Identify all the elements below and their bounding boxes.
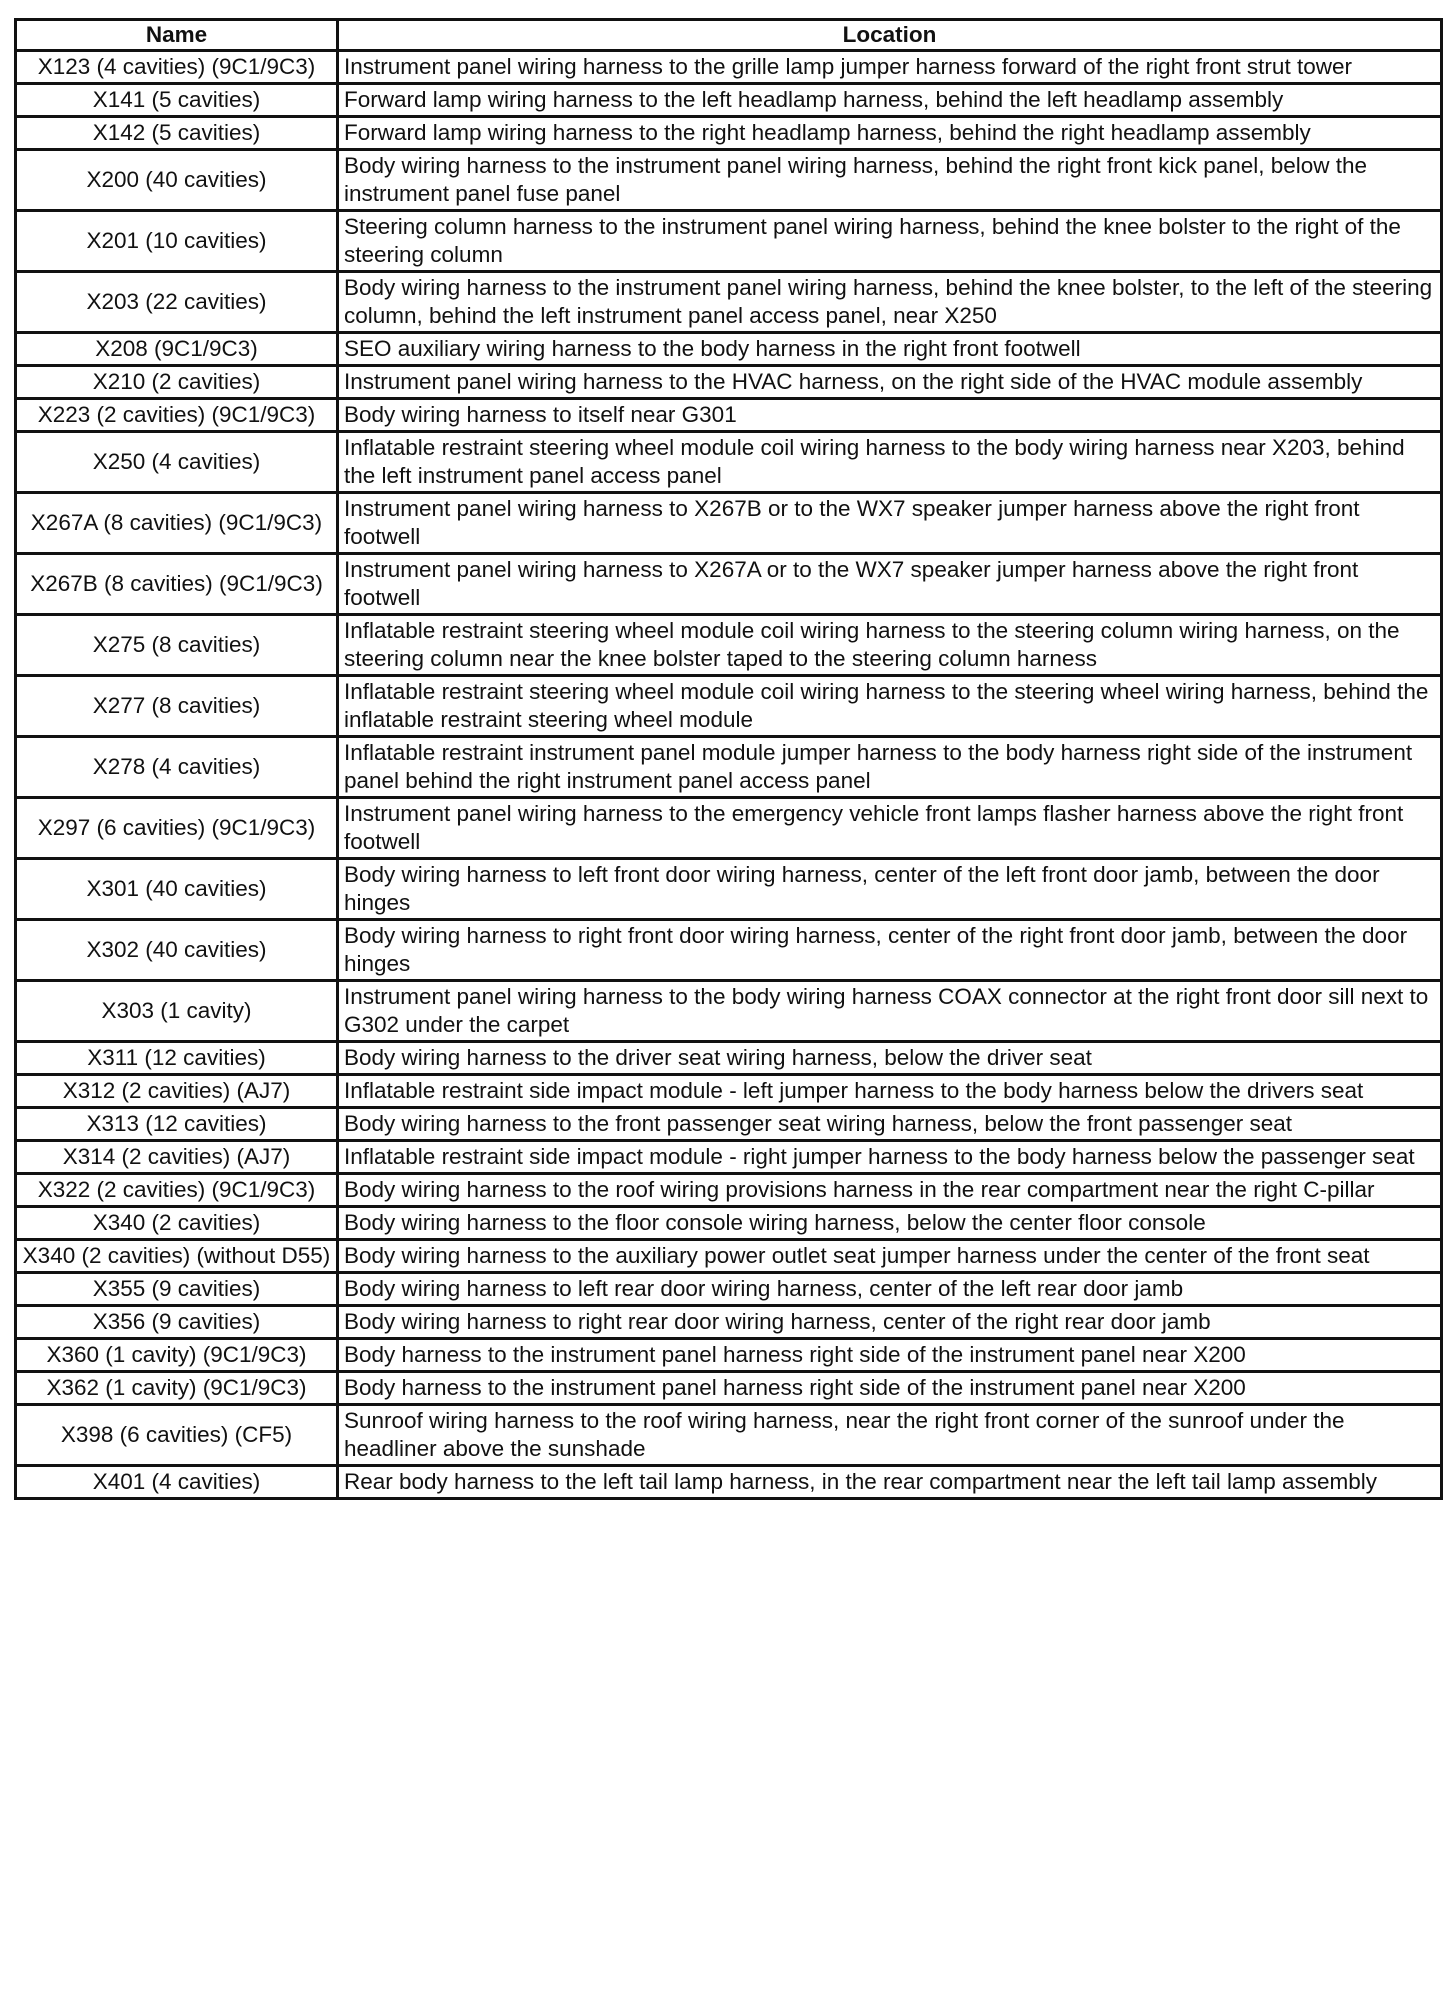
header-name: Name xyxy=(16,20,338,51)
connector-location-cell: Body harness to the instrument panel harness right side of the instrument panel near X200 xyxy=(338,1372,1442,1405)
connector-location-cell: Body wiring harness to the driver seat wiring harness, below the driver seat xyxy=(338,1042,1442,1075)
table-row xyxy=(16,1042,1442,1075)
table-row xyxy=(16,333,1442,366)
connector-location-cell: Instrument panel wiring harness to the body wiring harness COAX connector at the right front door sill next to G302 under the carpet xyxy=(338,981,1442,1042)
table-row xyxy=(16,117,1442,150)
connector-name-cell: X275 (8 cavities) xyxy=(16,615,338,676)
table-header xyxy=(16,20,1442,51)
table-row xyxy=(16,399,1442,432)
connector-name-cell: X313 (12 cavities) xyxy=(16,1108,338,1141)
connector-name-cell: X340 (2 cavities) xyxy=(16,1207,338,1240)
connector-location-cell: Inflatable restraint steering wheel module coil wiring harness to the body wiring harness near X203, behind the left instrument panel access panel xyxy=(338,432,1442,493)
connector-name-cell: X398 (6 cavities) (CF5) xyxy=(16,1405,338,1466)
connector-name-cell: X360 (1 cavity) (9C1/9C3) xyxy=(16,1339,338,1372)
connector-location-cell: Body wiring harness to right front door wiring harness, center of the right front door jamb, between the door hinges xyxy=(338,920,1442,981)
connector-location-cell: Body wiring harness to the instrument panel wiring harness, behind the right front kick panel, below the instrument panel fuse panel xyxy=(338,150,1442,211)
connector-location-cell: Instrument panel wiring harness to the emergency vehicle front lamps flasher harness above the right front footwell xyxy=(338,798,1442,859)
connector-location-cell: SEO auxiliary wiring harness to the body harness in the right front footwell xyxy=(338,333,1442,366)
connector-location-cell: Body wiring harness to the auxiliary power outlet seat jumper harness under the center of the front seat xyxy=(338,1240,1442,1273)
connector-name-cell: X356 (9 cavities) xyxy=(16,1306,338,1339)
table-row xyxy=(16,1174,1442,1207)
connector-location-cell: Body harness to the instrument panel harness right side of the instrument panel near X200 xyxy=(338,1339,1442,1372)
table-row xyxy=(16,1405,1442,1466)
table-body xyxy=(16,51,1442,1499)
table-row xyxy=(16,981,1442,1042)
connector-location-cell: Instrument panel wiring harness to the HVAC harness, on the right side of the HVAC module assembly xyxy=(338,366,1442,399)
connector-location-cell: Forward lamp wiring harness to the right headlamp harness, behind the right headlamp assembly xyxy=(338,117,1442,150)
table-row xyxy=(16,920,1442,981)
connector-name-cell: X200 (40 cavities) xyxy=(16,150,338,211)
connector-name-cell: X141 (5 cavities) xyxy=(16,84,338,117)
connector-name-cell: X142 (5 cavities) xyxy=(16,117,338,150)
connector-location-cell: Body wiring harness to the roof wiring provisions harness in the rear compartment near the right C-pillar xyxy=(338,1174,1442,1207)
connector-name-cell: X250 (4 cavities) xyxy=(16,432,338,493)
table-row xyxy=(16,1339,1442,1372)
connector-location-cell: Body wiring harness to itself near G301 xyxy=(338,399,1442,432)
connector-location-cell: Steering column harness to the instrument panel wiring harness, behind the knee bolster to the right of the steering column xyxy=(338,211,1442,272)
table-row xyxy=(16,211,1442,272)
table-row xyxy=(16,737,1442,798)
connector-location-cell: Instrument panel wiring harness to X267A or to the WX7 speaker jumper harness above the right front footwell xyxy=(338,554,1442,615)
header-row xyxy=(16,20,1442,51)
connector-location-cell: Body wiring harness to the instrument panel wiring harness, behind the knee bolster, to the left of the steering column, behind the left instrument panel access panel, near X250 xyxy=(338,272,1442,333)
connector-location-cell: Rear body harness to the left tail lamp harness, in the rear compartment near the left tail lamp assembly xyxy=(338,1466,1442,1499)
connector-name-cell: X340 (2 cavities) (without D55) xyxy=(16,1240,338,1273)
table-row xyxy=(16,1108,1442,1141)
connector-name-cell: X278 (4 cavities) xyxy=(16,737,338,798)
connector-name-cell: X203 (22 cavities) xyxy=(16,272,338,333)
connector-name-cell: X223 (2 cavities) (9C1/9C3) xyxy=(16,399,338,432)
table-row xyxy=(16,150,1442,211)
connector-location-cell: Inflatable restraint side impact module - right jumper harness to the body harness below the passenger seat xyxy=(338,1141,1442,1174)
header-location: Location xyxy=(338,20,1442,51)
connector-location-cell: Body wiring harness to right rear door wiring harness, center of the right rear door jamb xyxy=(338,1306,1442,1339)
table-row xyxy=(16,366,1442,399)
table-row xyxy=(16,84,1442,117)
table-row xyxy=(16,1306,1442,1339)
table-row xyxy=(16,1240,1442,1273)
connector-location-cell: Inflatable restraint side impact module - left jumper harness to the body harness below the drivers seat xyxy=(338,1075,1442,1108)
connector-location-cell: Body wiring harness to left front door wiring harness, center of the left front door jamb, between the door hinges xyxy=(338,859,1442,920)
table-row xyxy=(16,51,1442,84)
connector-name-cell: X210 (2 cavities) xyxy=(16,366,338,399)
connector-name-cell: X314 (2 cavities) (AJ7) xyxy=(16,1141,338,1174)
connector-name-cell: X362 (1 cavity) (9C1/9C3) xyxy=(16,1372,338,1405)
connector-name-cell: X401 (4 cavities) xyxy=(16,1466,338,1499)
connector-name-cell: X277 (8 cavities) xyxy=(16,676,338,737)
connector-name-cell: X301 (40 cavities) xyxy=(16,859,338,920)
connector-name-cell: X201 (10 cavities) xyxy=(16,211,338,272)
connector-location-cell: Sunroof wiring harness to the roof wiring harness, near the right front corner of the sunroof under the headliner above the sunshade xyxy=(338,1405,1442,1466)
table-row xyxy=(16,1207,1442,1240)
table-row xyxy=(16,615,1442,676)
connector-name-cell: X311 (12 cavities) xyxy=(16,1042,338,1075)
connector-location-cell: Instrument panel wiring harness to X267B or to the WX7 speaker jumper harness above the right front footwell xyxy=(338,493,1442,554)
connector-location-cell: Inflatable restraint instrument panel module jumper harness to the body harness right side of the instrument panel behind the right instrument panel access panel xyxy=(338,737,1442,798)
connector-location-cell: Instrument panel wiring harness to the grille lamp jumper harness forward of the right front strut tower xyxy=(338,51,1442,84)
connector-location-cell: Forward lamp wiring harness to the left headlamp harness, behind the left headlamp assembly xyxy=(338,84,1442,117)
connector-name-cell: X303 (1 cavity) xyxy=(16,981,338,1042)
table-row xyxy=(16,1466,1442,1499)
connector-location-cell: Inflatable restraint steering wheel module coil wiring harness to the steering wheel wiring harness, behind the inflatable restraint steering wheel module xyxy=(338,676,1442,737)
table-row xyxy=(16,272,1442,333)
connector-name-cell: X267B (8 cavities) (9C1/9C3) xyxy=(16,554,338,615)
connector-name-cell: X267A (8 cavities) (9C1/9C3) xyxy=(16,493,338,554)
table-row xyxy=(16,1075,1442,1108)
connector-name-cell: X297 (6 cavities) (9C1/9C3) xyxy=(16,798,338,859)
connector-location-cell: Body wiring harness to the front passenger seat wiring harness, below the front passenger seat xyxy=(338,1108,1442,1141)
connector-location-table xyxy=(14,18,1443,1500)
connector-location-cell: Inflatable restraint steering wheel module coil wiring harness to the steering column wiring harness, on the steering column near the knee bolster taped to the steering column harness xyxy=(338,615,1442,676)
table-row xyxy=(16,1273,1442,1306)
connector-name-cell: X302 (40 cavities) xyxy=(16,920,338,981)
connector-location-cell: Body wiring harness to the floor console wiring harness, below the center floor console xyxy=(338,1207,1442,1240)
connector-name-cell: X355 (9 cavities) xyxy=(16,1273,338,1306)
table-row xyxy=(16,1141,1442,1174)
table-row xyxy=(16,859,1442,920)
table-row xyxy=(16,432,1442,493)
table-row xyxy=(16,493,1442,554)
table-row xyxy=(16,554,1442,615)
table-row xyxy=(16,1372,1442,1405)
table-row xyxy=(16,798,1442,859)
connector-name-cell: X208 (9C1/9C3) xyxy=(16,333,338,366)
table-row xyxy=(16,676,1442,737)
connector-name-cell: X123 (4 cavities) (9C1/9C3) xyxy=(16,51,338,84)
connector-name-cell: X322 (2 cavities) (9C1/9C3) xyxy=(16,1174,338,1207)
connector-location-cell: Body wiring harness to left rear door wiring harness, center of the left rear door jamb xyxy=(338,1273,1442,1306)
connector-name-cell: X312 (2 cavities) (AJ7) xyxy=(16,1075,338,1108)
document-page xyxy=(14,18,1440,1500)
